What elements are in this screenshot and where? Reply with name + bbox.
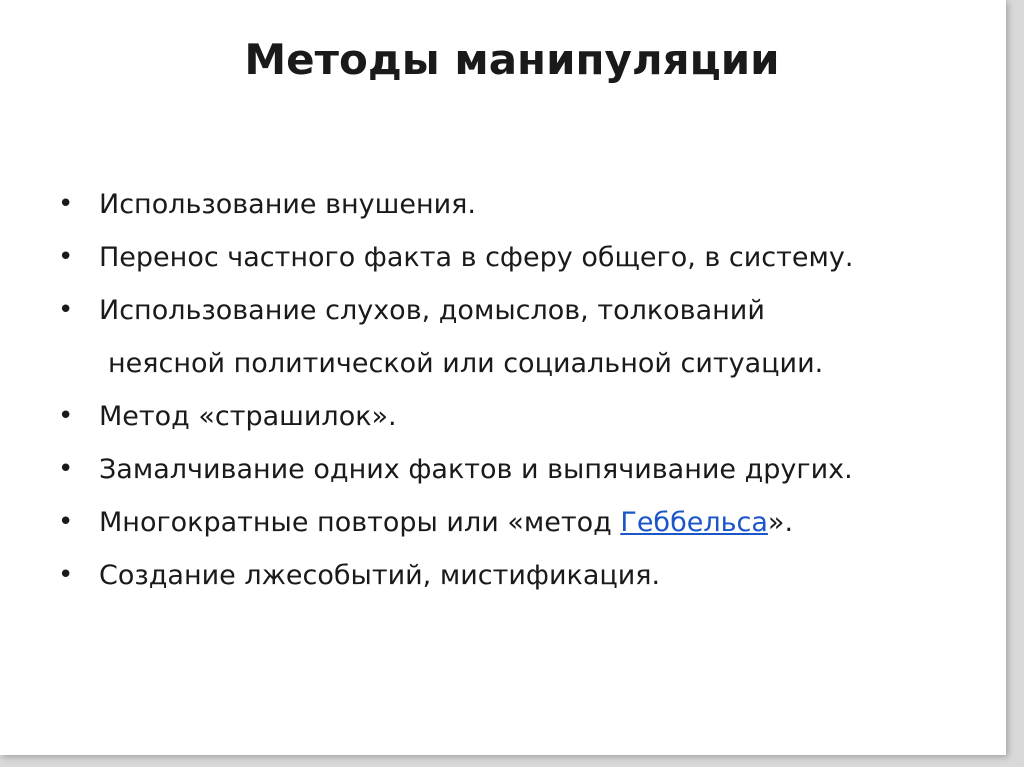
bullet-icon: • (58, 454, 74, 484)
list-item (58, 390, 998, 443)
bullet-icon: • (58, 189, 74, 219)
list-item (58, 231, 998, 284)
list-item-text: Использование внушения. (99, 189, 476, 220)
goebbels-link[interactable]: Геббельса (620, 507, 768, 538)
bullet-icon: • (58, 401, 74, 431)
list-item (58, 549, 998, 602)
list-item-text: Перенос частного факта в сферу общего, в систему. (99, 242, 854, 273)
bullet-list (58, 178, 998, 602)
list-item-text: Создание лжесобытий, мистификация. (99, 560, 661, 591)
list-item (58, 443, 998, 496)
bullet-icon: • (58, 242, 74, 272)
list-item-text: Метод «страшилок». (99, 401, 397, 432)
list-item (58, 178, 998, 231)
bullet-icon: • (58, 295, 74, 325)
list-item-text: Замалчивание одних фактов и выпячивание других. (99, 454, 853, 485)
bullet-icon: • (58, 560, 74, 590)
list-item-text: неясной политической или социальной ситуации. (108, 348, 824, 379)
list-item-text-after: ». (767, 507, 794, 538)
list-item-text: Использование слухов, домыслов, толкований (99, 295, 765, 326)
list-item-continuation (58, 337, 998, 390)
list-item (58, 284, 998, 337)
slide-title: Методы манипуляции (244, 35, 780, 84)
bullet-icon: • (58, 507, 74, 537)
list-item (58, 496, 998, 549)
list-item-text-before: Многократные повторы или «метод (99, 507, 621, 538)
